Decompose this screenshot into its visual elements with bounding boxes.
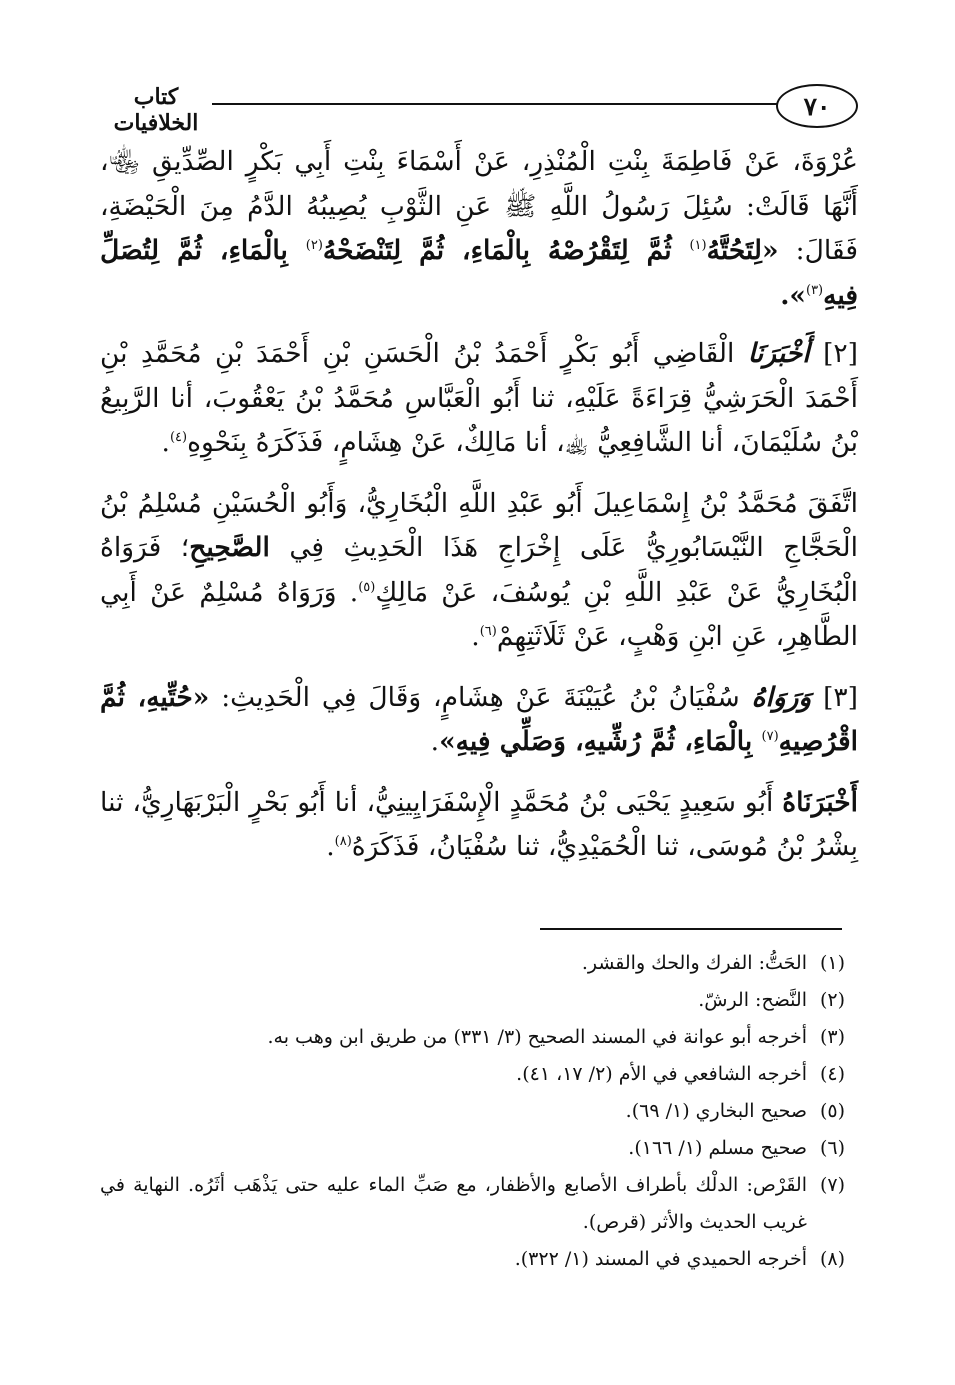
footnote-text: أخرجه أبو عوانة في المسند الصحيح (٣/ ٣٣١) من طريق ابن وهب به. <box>267 1026 807 1048</box>
footnote-number: (٢) <box>819 989 845 1011</box>
footnote-ref-6[interactable]: (٦) <box>479 624 497 640</box>
hadith-quote: «لِتَحُتَّهُ <box>706 235 779 266</box>
page-number: ٧٠ <box>776 84 858 128</box>
footnote-text: صحيح البخاري (١/ ٦٩). <box>625 1100 807 1122</box>
footnote-number: (٧) <box>819 1174 845 1196</box>
paragraph-3 <box>100 482 858 660</box>
footnote-text: أخرجه الشافعي في الأم (٢/ ١٧، ٤١). <box>516 1063 807 1085</box>
footnote-item <box>100 945 845 982</box>
footnote-number: (٨) <box>819 1248 845 1270</box>
hadith-number: [٢] <box>809 338 858 369</box>
footnote-text: النَّضح: الرشّ. <box>698 989 807 1011</box>
footnote-number: (٣) <box>819 1026 845 1048</box>
footnote-text: الحَتُّ: الفرك والحك والقشر. <box>581 952 807 974</box>
footnote-separator <box>540 928 842 930</box>
footnote-ref-1[interactable]: (١) <box>689 238 707 254</box>
footnote-ref-7[interactable]: (٧) <box>761 729 779 745</box>
footnote-text: القَرْص: الدلْك بأطراف الأصابع والأظفار، مع صَبِّ الماء عليه حتى يَذْهَب أثَرُه. النهاية في غريب الحديث والأثر (قرص). <box>100 1174 807 1233</box>
text-run: عُرْوَةَ، عَنْ فَاطِمَةَ بِنْتِ الْمُنْذِرِ، عَنْ أَسْمَاءَ بِنْتِ أَبِي بَكْرٍ الصِّدِّيقِ ﵄، أَنَّهَا قَالَتْ: سُئِلَ رَسُولُ اللَّهِ ﷺ عَنِ الثَّوْبِ يُصِيبُهُ الدَّمُ مِنَ الْحَيْضَةِ، فَقَالَ: <box>100 146 858 266</box>
footnote-text: أخرجه الحميدي في المسند (١/ ٣٢٢). <box>514 1248 807 1270</box>
footnote-item <box>100 1056 845 1093</box>
text-run: ». <box>780 279 806 311</box>
main-text <box>100 140 858 886</box>
text-run: سُفْيَانُ بْنُ عُيَيْنَةَ عَنْ هِشَامٍ، وَقَالَ فِي الْحَدِيثِ: <box>209 681 752 713</box>
book-title: كتاب الخلافيات <box>100 84 212 136</box>
footnotes <box>100 945 845 1278</box>
footnote-ref-4[interactable]: (٤) <box>169 430 188 446</box>
footnote-number: (٤) <box>819 1063 845 1085</box>
footnote-number: (١) <box>819 952 845 974</box>
hadith-number: [٣] <box>811 681 858 713</box>
text-run: . وَرَوَاهُ مُسْلِمٌ عَنْ أَبِي الطَّاهِرِ، عَنِ ابْنِ وَهْبٍ، عَنْ ثَلَاثَتِهِمْ <box>100 576 858 652</box>
text-run: . <box>430 726 440 757</box>
text-run: . <box>326 831 335 862</box>
footnote-ref-3[interactable]: (٣) <box>805 282 824 298</box>
keyword: أَخْبَرَنَاهُ <box>782 786 858 818</box>
footnote-item <box>100 1093 845 1130</box>
text-run: أَبُو سَعِيدٍ يَحْيَى بْنُ مُحَمَّدٍ الْإِسْفَرَايِينِيُّ، أنا أَبُو بَحْرٍ الْبَرْبَهَارِيُّ، ثنا بِشْرُ بْنُ مُوسَى، ثنا الْحُمَيْدِيُّ، ثنا سُفْيَانُ، فَذَكَرَهُ <box>100 786 858 862</box>
footnote-item <box>100 1019 845 1056</box>
hadith-quote: ثُمَّ لِتَقْرُصْهُ بِالْمَاءِ، ثُمَّ لِتَنْضَحْهُ <box>322 235 690 266</box>
footnote-item <box>100 1241 845 1278</box>
footnote-item <box>100 982 845 1019</box>
text-run: ؛ فَرَوَاهُ الْبُخَارِيُّ عَنْ عَبْدِ اللَّهِ بْنِ يُوسُفَ، عَنْ مَالِكٍ <box>100 532 859 608</box>
footnote-ref-8[interactable]: (٨) <box>334 834 352 850</box>
keyword: أَخْبَرَنَا <box>747 338 810 369</box>
book-name: الصَّحِيحِ <box>189 532 270 563</box>
hadith-quote: بِالْمَاءِ، ثُمَّ لِتُصَلِّ فِيهِ <box>100 235 858 311</box>
text-run: اتَّفَقَ مُحَمَّدُ بْنُ إِسْمَاعِيلَ أَبُو عَبْدِ اللَّهِ الْبُخَارِيُّ، وَأَبُو الْحُسَيْنِ مُسْلِمُ بْنُ الْحَجَّاجِ النَّيْسَابُورِيُّ عَلَى إِخْرَاجِ هَذَا الْحَدِيثِ فِي <box>100 487 858 563</box>
header-rule <box>200 103 778 105</box>
page-header <box>100 82 858 136</box>
footnote-number: (٦) <box>819 1137 845 1159</box>
hadith-quote: «حُتِّيهِ، ثُمَّ اقْرُصِيهِ <box>100 681 858 757</box>
footnote-ref-2[interactable]: (٢) <box>305 238 323 254</box>
paragraph-5 <box>100 781 858 870</box>
footnote-item <box>100 1130 845 1167</box>
keyword: وَرَوَاهُ <box>751 681 812 713</box>
text-run: الْقَاضِي أَبُو بَكْرٍ أَحْمَدُ بْنُ الْحَسَنِ بْنِ أَحْمَدَ بْنِ مُحَمَّدِ بْنِ أَحْمَدَ الْحَرَشِيُّ قِرَاءَةً عَلَيْهِ، ثنا أَبُو الْعَبَّاسِ مُحَمَّدُ بْنُ يَعْقُوبَ، أنا الرَّبِيعُ بْنُ سُلَيْمَانَ، أنا الشَّافِعِيُّ ﵀، أنا مَالِكٌ، عَنْ هِشَامٍ، فَذَكَرَهُ بِنَحْوِهِ <box>100 338 858 458</box>
paragraph-2 <box>100 332 858 466</box>
paragraph-4 <box>100 676 858 765</box>
footnote-ref-5[interactable]: (٥) <box>358 579 376 595</box>
footnote-item <box>100 1167 845 1241</box>
text-run: . <box>161 427 170 458</box>
paragraph-1 <box>100 140 858 318</box>
hadith-quote: بِالْمَاءِ، ثُمَّ رُشِّيهِ، وَصَلِّي فِيهِ» <box>439 726 762 757</box>
text-run: . <box>471 621 480 652</box>
footnote-text: صحيح مسلم (١/ ١٦٦). <box>628 1137 807 1159</box>
footnote-number: (٥) <box>819 1100 845 1122</box>
